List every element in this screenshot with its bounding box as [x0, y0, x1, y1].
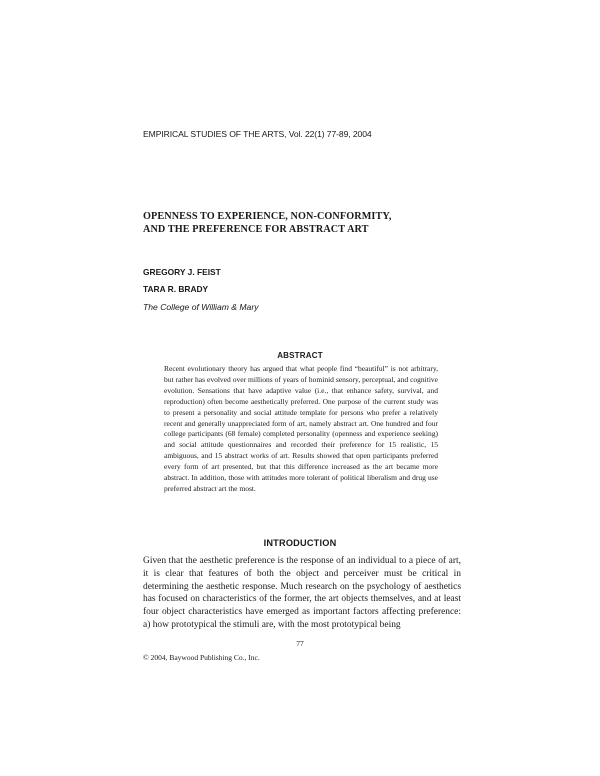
author-name: TARA R. BRADY [143, 284, 209, 294]
page-number: 77 [296, 639, 304, 648]
article-title-line-1: OPENNESS TO EXPERIENCE, NON-CONFORMITY, [143, 211, 392, 222]
journal-citation: EMPIRICAL STUDIES OF THE ARTS, Vol. 22(1) 77-89, 2004 [143, 129, 372, 139]
article-title-line-2: AND THE PREFERENCE FOR ABSTRACT ART [143, 224, 369, 235]
author-name: GREGORY J. FEIST [143, 267, 221, 277]
introduction-heading: INTRODUCTION [263, 538, 337, 548]
abstract-text: Recent evolutionary theory has argued that what people find “beautiful” is not arbitrary, but rather has evolved over millions of years of hominid sensory, perceptual, and cognitive evolution. Sensations that have adaptive value (i.e., that enhance safety, survival, and reproduction) often become aesthetically preferred. One purpose of the current study was to present a personality and social attitude template for persons who prefer a relatively recent and generally unappreciated form of art, namely abstract art. One hundred and four college participants (68 female) completed personality (openness and experience seeking) and social attitude questionnaires and recorded their preference for 15 realistic, 15 ambiguous, and 15 abstract works of art. Results showed that open participants preferred every form of art presented, but that this difference increased as the art became more abstract. In addition, those with attitudes more tolerant of political liberalism and drug use preferred abstract art the most. [164, 364, 438, 493]
copyright-notice: © 2004, Baywood Publishing Co., Inc. [143, 653, 260, 662]
introduction-paragraph: Given that the aesthetic preference is the response of an individual to a piece of art, it is clear that features of both the object and perceiver must be critical in determining the aesthetic response. Much research on the psychology of aesthetics has focused on characteristics of the former, the art objects themselves, and at least four object characteristics have emerged as important factors affecting preference: a) how prototypical the stimuli are, with the most prototypical being [143, 556, 461, 630]
abstract-heading: ABSTRACT [277, 351, 323, 360]
article-title [143, 210, 473, 236]
author-affiliation: The College of William & Mary [143, 302, 259, 312]
